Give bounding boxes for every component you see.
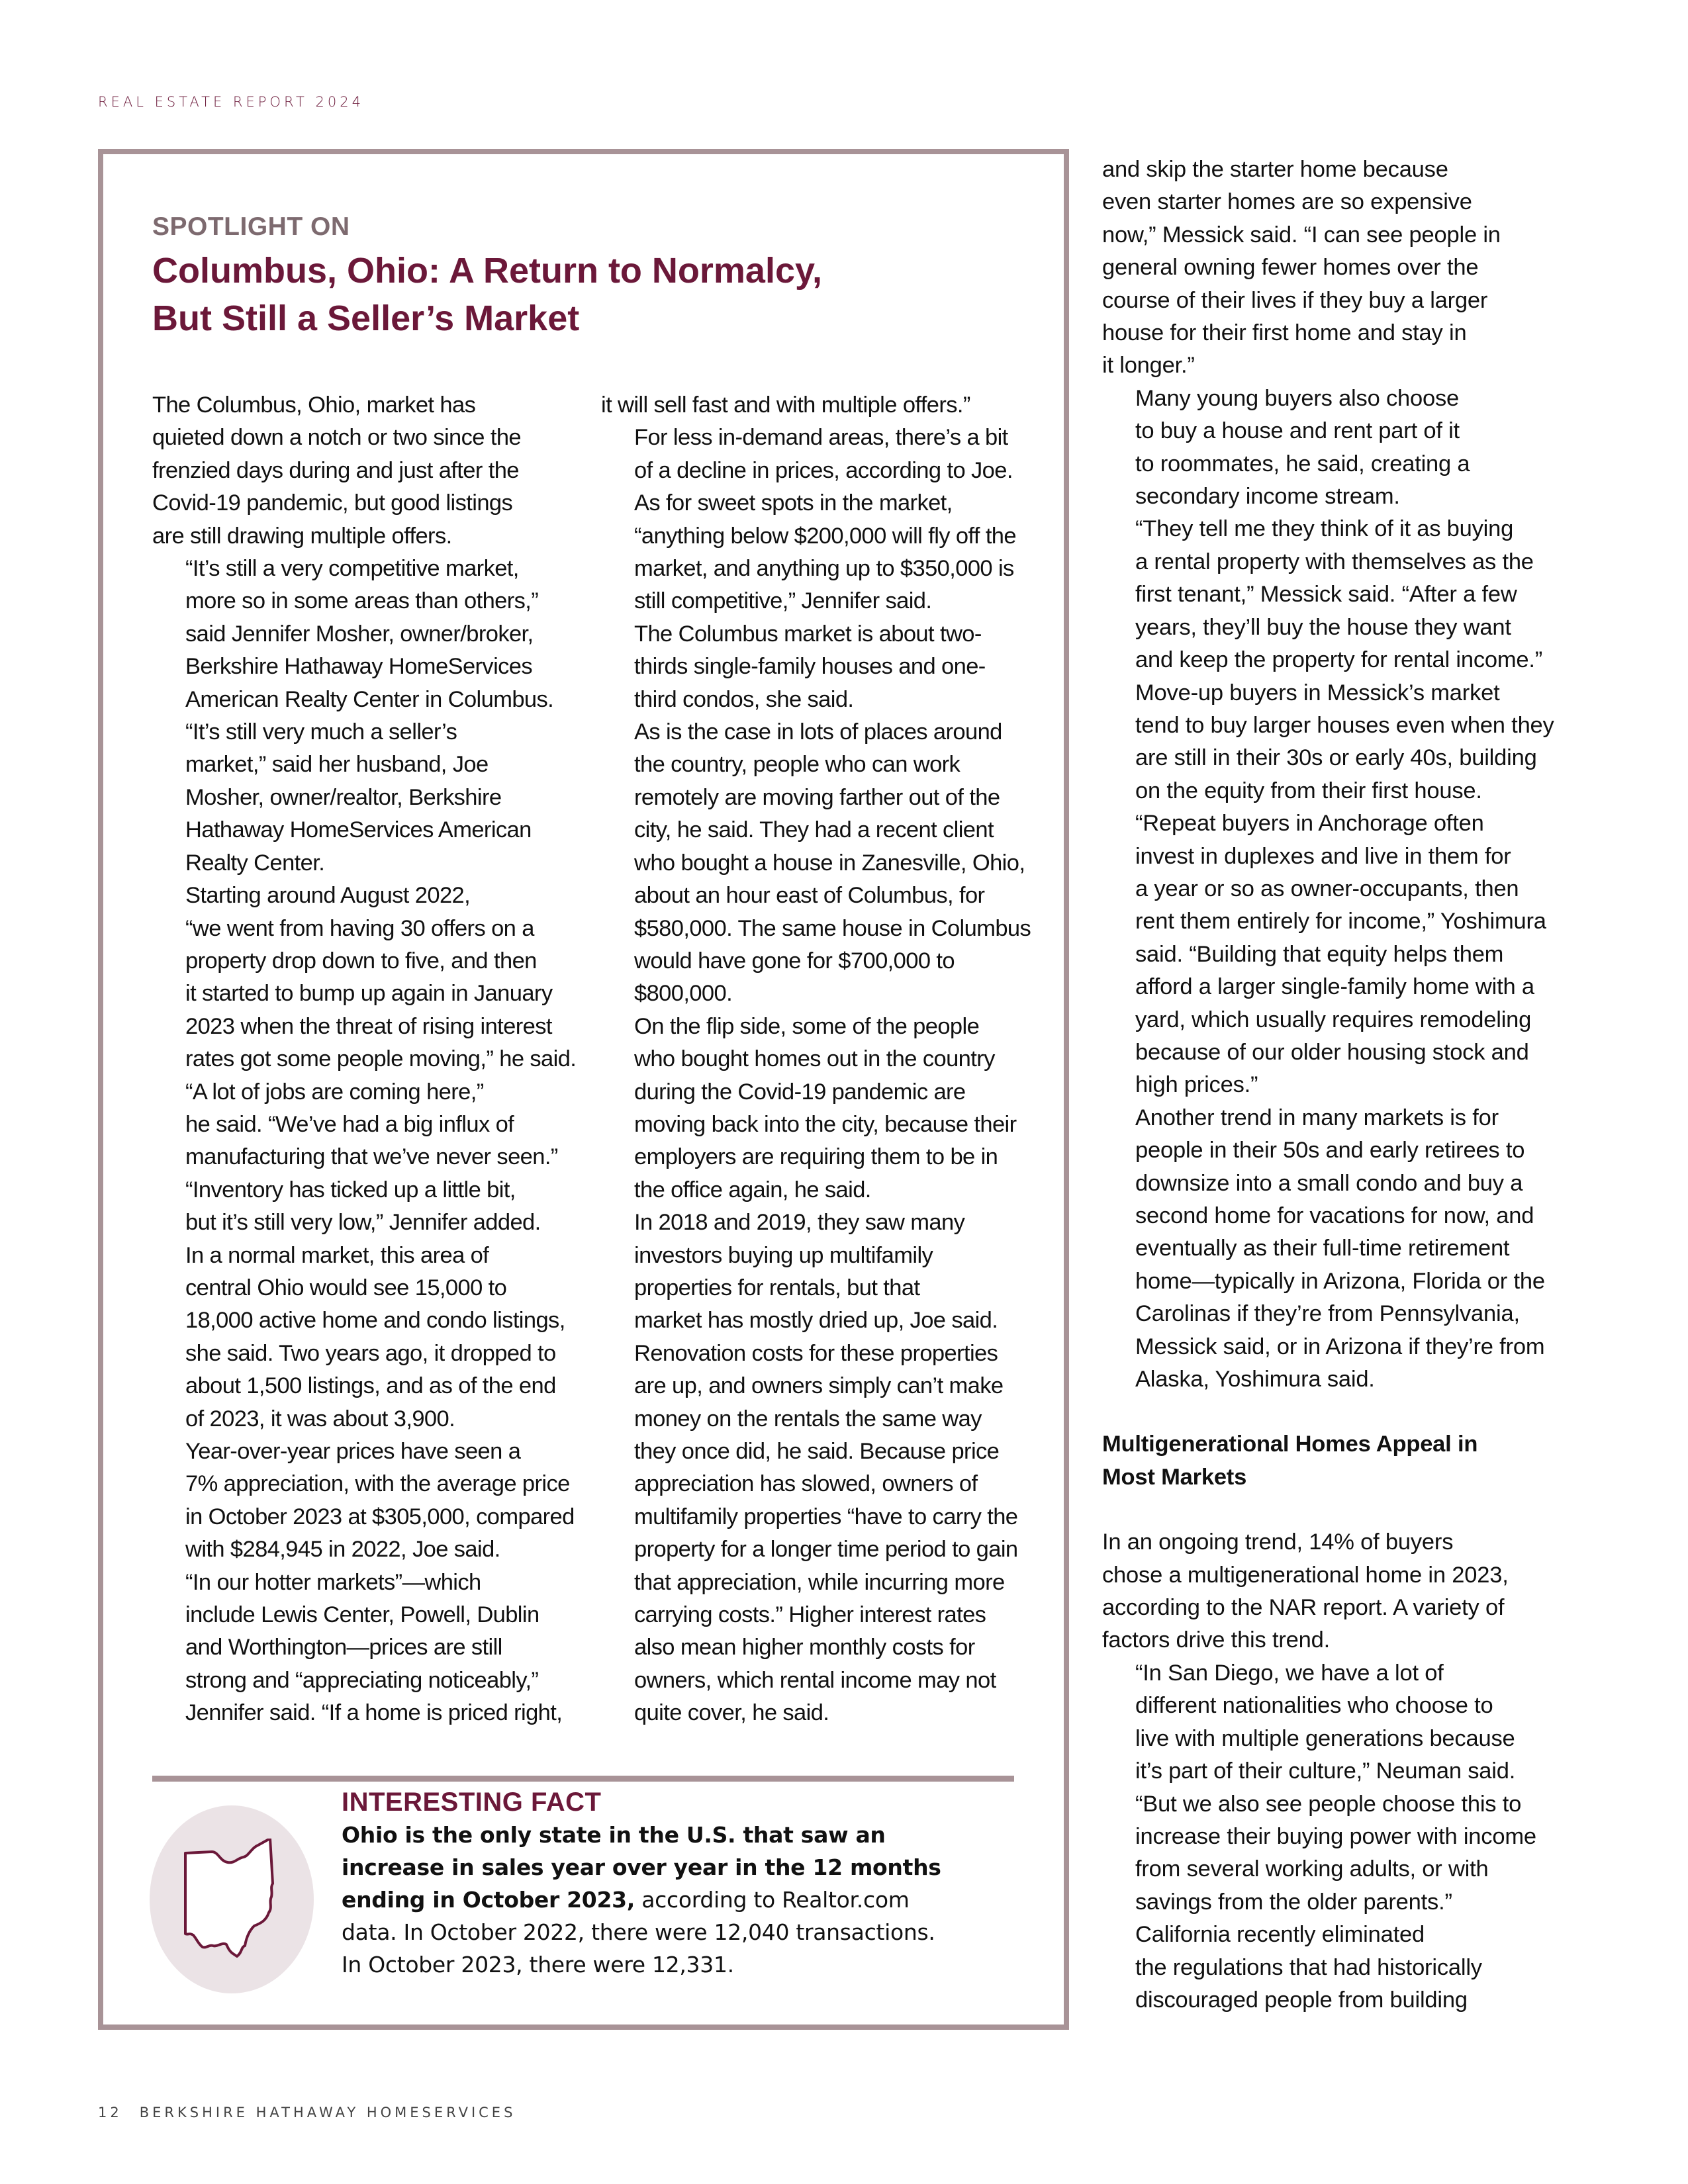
paragraph: [152, 553, 576, 716]
spotlight-column-1: [152, 389, 576, 1730]
text-line: home—typically in Arizona, Florida or the: [1135, 1268, 1545, 1294]
text-line: Starting around August 2022,: [185, 883, 471, 909]
text-line: that appreciation, while incurring more: [634, 1569, 1005, 1595]
paragraph: [1102, 807, 1592, 1102]
text-line: market has mostly dried up, Joe said.: [634, 1308, 998, 1334]
text-line: live with multiple generations because: [1135, 1725, 1515, 1751]
fact-line-5: In October 2023, there were 12,331.: [342, 1952, 734, 1978]
text-line: the country, people who can work: [634, 752, 961, 778]
paragraph: [1102, 1526, 1592, 1657]
text-line: investors buying up multifamily: [634, 1242, 933, 1268]
text-line: American Realty Center in Columbus.: [185, 686, 554, 712]
text-line: Covid-19 pandemic, but good listings: [152, 490, 513, 516]
text-line: city, he said. They had a recent client: [634, 817, 994, 843]
text-line: Most Markets: [1102, 1464, 1247, 1490]
text-line: who bought a house in Zanesville, Ohio,: [634, 850, 1025, 876]
text-line: Jennifer said. “If a home is priced right,: [185, 1700, 563, 1726]
text-line: general owning fewer homes over the: [1102, 255, 1479, 281]
text-line: Berkshire Hathaway HomeServices: [185, 654, 533, 680]
text-line: she said. Two years ago, it dropped to: [185, 1340, 556, 1366]
paragraph: [601, 618, 1038, 716]
text-line: thirds single-family houses and one-: [634, 654, 986, 680]
paragraph: [1102, 1919, 1592, 2017]
text-line: quite cover, he said.: [634, 1700, 829, 1726]
paragraph: [601, 1011, 1038, 1206]
text-line: property for a longer time period to gain: [634, 1537, 1018, 1563]
fact-heading: INTERESTING FACT: [342, 1788, 602, 1817]
text-line: Carolinas if they’re from Pennsylvania,: [1135, 1301, 1520, 1327]
text-line: and keep the property for rental income.”: [1135, 647, 1543, 673]
running-head: REAL ESTATE REPORT 2024: [98, 94, 364, 110]
text-line: quieted down a notch or two since the: [152, 425, 522, 451]
text-line: As for sweet spots in the market,: [634, 490, 953, 516]
text-line: California recently eliminated: [1135, 1922, 1425, 1948]
spotlight-box: [98, 149, 1069, 2030]
text-line: “A lot of jobs are coming here,”: [185, 1079, 484, 1105]
paragraph: [1102, 1657, 1592, 1919]
text-line: 7% appreciation, with the average price: [185, 1471, 570, 1497]
text-line: market,” said her husband, Joe: [185, 752, 489, 778]
section-heading: [1102, 1428, 1592, 1494]
text-line: but it’s still very low,” Jennifer added.: [185, 1210, 541, 1236]
text-line: In 2018 and 2019, they saw many: [634, 1210, 965, 1236]
text-line: first tenant,” Messick said. “After a few: [1135, 582, 1517, 608]
text-line: “In San Diego, we have a lot of: [1135, 1660, 1444, 1686]
text-line: house for their first home and stay in: [1102, 320, 1467, 346]
fact-divider: [152, 1776, 1014, 1782]
text-line: “It’s still very much a seller’s: [185, 719, 457, 745]
text-line: secondary income stream.: [1135, 484, 1400, 510]
text-line: even starter homes are so expensive: [1102, 189, 1472, 215]
paragraph: [152, 1567, 576, 1730]
text-line: now,” Messick said. “I can see people in: [1102, 222, 1501, 248]
text-line: $800,000.: [634, 981, 733, 1007]
text-line: 2023 when the threat of rising interest: [185, 1013, 552, 1039]
text-line: manufacturing that we’ve never seen.”: [185, 1144, 558, 1170]
text-line: who bought homes out in the country: [634, 1046, 995, 1072]
text-line: rent them entirely for income,” Yoshimura: [1135, 909, 1546, 934]
text-line: are up, and owners simply can’t make: [634, 1373, 1004, 1399]
text-line: a rental property with themselves as the: [1135, 549, 1534, 574]
text-line: central Ohio would see 15,000 to: [185, 1275, 507, 1300]
paragraph: [601, 716, 1038, 1011]
text-line: “It’s still a very competitive market,: [185, 556, 519, 582]
text-line: to buy a house and rent part of it: [1135, 418, 1460, 444]
text-line: frenzied days during and just after the: [152, 457, 519, 483]
fact-line-2: increase in sales year over year in the 12 months: [342, 1854, 941, 1880]
text-line: As is the case in lots of places around: [634, 719, 1002, 745]
paragraph: [152, 880, 576, 1075]
text-line: 18,000 active home and condo listings,: [185, 1308, 565, 1334]
text-line: Year-over-year prices have seen a: [185, 1439, 521, 1464]
text-line: chose a multigenerational home in 2023,: [1102, 1562, 1509, 1588]
text-line: he said. “We’ve had a big influx of: [185, 1111, 514, 1137]
text-line: third condos, she said.: [634, 686, 854, 712]
text-line: more so in some areas than others,”: [185, 588, 539, 614]
paragraph: [1102, 383, 1592, 514]
text-line: “But we also see people choose this to: [1135, 1791, 1522, 1817]
text-line: In a normal market, this area of: [185, 1242, 489, 1268]
text-line: Many young buyers also choose: [1135, 385, 1459, 411]
text-line: Alaska, Yoshimura said.: [1135, 1367, 1375, 1392]
fact-line-1: Ohio is the only state in the U.S. that saw an: [342, 1822, 886, 1848]
text-line: they once did, he said. Because price: [634, 1439, 1000, 1464]
text-line: of a decline in prices, according to Joe.: [634, 457, 1013, 483]
page-footer: [98, 2105, 516, 2120]
text-line: factors drive this trend.: [1102, 1627, 1330, 1653]
text-line: and Worthington—prices are still: [185, 1635, 502, 1661]
text-line: “Inventory has ticked up a little bit,: [185, 1177, 516, 1203]
text-line: afford a larger single-family home with a: [1135, 974, 1534, 1000]
text-line: savings from the older parents.”: [1135, 1889, 1452, 1915]
text-line: Another trend in many markets is for: [1135, 1105, 1499, 1130]
text-line: Hathaway HomeServices American: [185, 817, 532, 843]
text-line: Messick said, or in Arizona if they’re from: [1135, 1334, 1545, 1359]
paragraph: [1102, 154, 1592, 383]
text-line: with $284,945 in 2022, Joe said.: [185, 1537, 500, 1563]
text-line: invest in duplexes and live in them for: [1135, 843, 1511, 869]
text-line: property drop down to five, and then: [185, 948, 537, 974]
paragraph: [152, 1240, 576, 1435]
text-line: of 2023, it was about 3,900.: [185, 1406, 455, 1432]
text-line: “we went from having 30 offers on a: [185, 915, 534, 941]
text-line: The Columbus market is about two-: [634, 621, 982, 647]
paragraph: [601, 422, 1038, 487]
text-line: on the equity from their first house.: [1135, 778, 1482, 803]
text-line: eventually as their full-time retirement: [1135, 1236, 1510, 1261]
fact-line-3: ending in October 2023, according to Realtor.com: [342, 1887, 910, 1913]
paragraph: [152, 1076, 576, 1174]
text-line: owners, which rental income may not: [634, 1667, 996, 1693]
text-line: include Lewis Center, Powell, Dublin: [185, 1602, 539, 1628]
text-line: Realty Center.: [185, 850, 325, 876]
title-line-2: But Still a Seller’s Market: [152, 298, 580, 338]
text-line: moving back into the city, because their: [634, 1111, 1017, 1137]
text-line: rates got some people moving,” he said.: [185, 1046, 577, 1072]
text-line: “anything below $200,000 will fly off the: [634, 523, 1016, 549]
spotlight-title: [152, 247, 1013, 342]
text-line: In an ongoing trend, 14% of buyers: [1102, 1529, 1454, 1555]
text-line: said Jennifer Mosher, owner/broker,: [185, 621, 534, 647]
text-line: increase their buying power with income: [1135, 1823, 1536, 1849]
text-line: market, and anything up to $350,000 is: [634, 556, 1014, 582]
text-line: Multigenerational Homes Appeal in: [1102, 1432, 1478, 1457]
text-line: Renovation costs for these properties: [634, 1340, 998, 1366]
right-column: [1102, 154, 1592, 2017]
paragraph: [601, 487, 1038, 618]
text-line: still competitive,” Jennifer said.: [634, 588, 932, 614]
text-line: and skip the starter home because: [1102, 157, 1448, 182]
text-line: “Repeat buyers in Anchorage often: [1135, 811, 1484, 837]
text-line: For less in-demand areas, there’s a bit: [634, 425, 1008, 451]
paragraph: [152, 1174, 576, 1240]
text-line: employers are requiring them to be in: [634, 1144, 998, 1170]
text-line: it started to bump up again in January: [185, 981, 553, 1007]
paragraph: [152, 716, 576, 880]
text-line: yard, which usually requires remodeling: [1135, 1007, 1532, 1032]
spotlight-kicker: SPOTLIGHT ON: [152, 212, 350, 241]
text-line: On the flip side, some of the people: [634, 1013, 980, 1039]
text-line: money on the rentals the same way: [634, 1406, 982, 1432]
text-line: years, they’ll buy the house they want: [1135, 614, 1511, 640]
page-number: 12: [98, 2105, 122, 2120]
text-line: high prices.”: [1135, 1072, 1258, 1098]
text-line: carrying costs.” Higher interest rates: [634, 1602, 986, 1628]
text-line: in October 2023 at $305,000, compared: [185, 1504, 575, 1529]
text-line: different nationalities who choose to: [1135, 1693, 1493, 1719]
text-line: second home for vacations for now, and: [1135, 1203, 1534, 1228]
text-line: tend to buy larger houses even when they: [1135, 712, 1554, 738]
text-line: multifamily properties “have to carry the: [634, 1504, 1018, 1529]
spotlight-column-2: [601, 389, 1038, 1730]
text-line: “In our hotter markets”—which: [185, 1569, 481, 1595]
text-line: people in their 50s and early retirees to: [1135, 1138, 1525, 1163]
text-line: according to the NAR report. A variety of: [1102, 1595, 1505, 1621]
text-line: strong and “appreciating noticeably,”: [185, 1667, 539, 1693]
text-line: $580,000. The same house in Columbus: [634, 915, 1031, 941]
text-line: Move-up buyers in Messick’s market: [1135, 680, 1500, 705]
text-line: remotely are moving farther out of the: [634, 784, 1000, 810]
paragraph: [601, 389, 1038, 422]
ohio-outline-icon: [180, 1839, 279, 1958]
paragraph: [1102, 513, 1592, 676]
text-line: “They tell me they think of it as buying: [1135, 516, 1514, 542]
paragraph: [1102, 1102, 1592, 1396]
text-line: discouraged people from building: [1135, 1987, 1468, 2013]
text-line: properties for rentals, but that: [634, 1275, 920, 1300]
text-line: during the Covid-19 pandemic are: [634, 1079, 966, 1105]
paragraph: [152, 1435, 576, 1567]
text-line: Mosher, owner/realtor, Berkshire: [185, 784, 502, 810]
text-line: said. “Building that equity helps them: [1135, 941, 1504, 967]
text-line: appreciation has slowed, owners of: [634, 1471, 978, 1497]
text-line: about 1,500 listings, and as of the end: [185, 1373, 556, 1399]
text-line: because of our older housing stock and: [1135, 1039, 1529, 1065]
text-line: The Columbus, Ohio, market has: [152, 392, 476, 418]
fact-line-4: data. In October 2022, there were 12,040 transactions.: [342, 1919, 935, 1945]
text-line: from several working adults, or with: [1135, 1856, 1489, 1882]
text-line: course of their lives if they buy a larger: [1102, 287, 1488, 313]
text-line: are still drawing multiple offers.: [152, 523, 452, 549]
text-line: would have gone for $700,000 to: [634, 948, 955, 974]
text-line: it’s part of their culture,” Neuman said.: [1135, 1758, 1516, 1784]
footer-brand: BERKSHIRE HATHAWAY HOMESERVICES: [139, 2105, 516, 2120]
fact-icon-circle: [150, 1805, 314, 1993]
text-line: it will sell fast and with multiple offers.”: [601, 392, 970, 418]
paragraph: [152, 389, 576, 553]
text-line: about an hour east of Columbus, for: [634, 883, 985, 909]
title-line-1: Columbus, Ohio: A Return to Normalcy,: [152, 251, 823, 291]
fact-body: [342, 1819, 1004, 1981]
text-line: downsize into a small condo and buy a: [1135, 1170, 1523, 1196]
text-line: a year or so as owner-occupants, then: [1135, 876, 1519, 901]
text-line: the regulations that had historically: [1135, 1954, 1482, 1980]
text-line: it longer.”: [1102, 353, 1195, 379]
text-line: also mean higher monthly costs for: [634, 1635, 975, 1661]
paragraph: [1102, 677, 1592, 808]
paragraph: [601, 1206, 1038, 1730]
text-line: are still in their 30s or early 40s, building: [1135, 745, 1537, 771]
text-line: the office again, he said.: [634, 1177, 871, 1203]
text-line: to roommates, he said, creating a: [1135, 451, 1470, 477]
